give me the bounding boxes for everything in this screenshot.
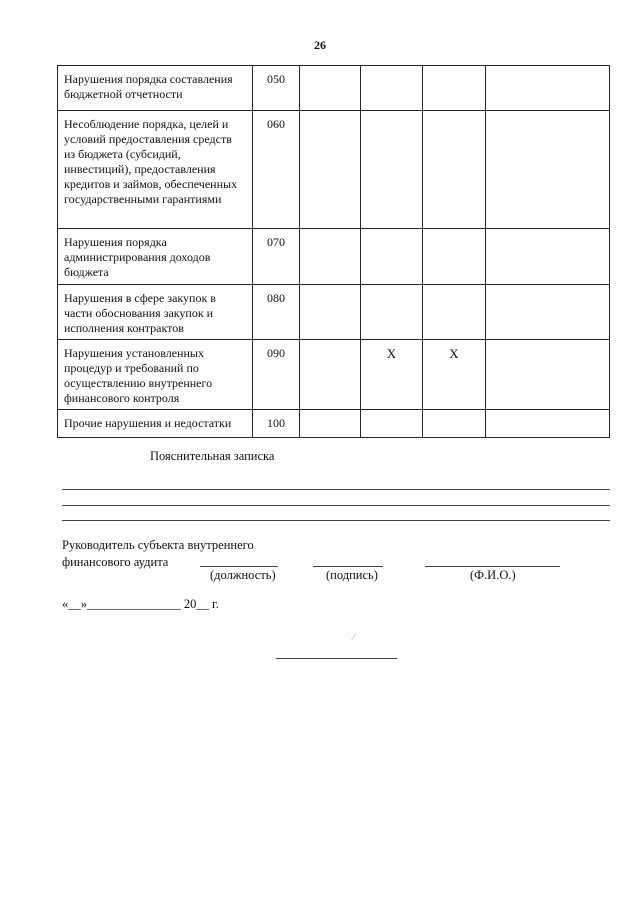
position-caption: (должность) (210, 568, 276, 582)
signature-caption: (подпись) (326, 568, 378, 582)
row-cell: X (361, 340, 423, 410)
signature-line (313, 566, 383, 567)
row-name: Прочие нарушения и недостатки (58, 410, 253, 438)
bottom-rule (276, 658, 397, 659)
row-cell (300, 111, 361, 229)
name-caption: (Ф.И.О.) (470, 568, 516, 582)
row-name: Нарушения порядка администрирования доходов бюджета (58, 229, 253, 285)
row-cell (361, 111, 423, 229)
explanatory-note-title: Пояснительная записка (150, 449, 275, 463)
note-line (62, 489, 610, 490)
row-code: 070 (253, 229, 300, 285)
table-row (58, 229, 610, 285)
note-line (62, 520, 610, 521)
row-cell: X (423, 340, 486, 410)
row-cell (486, 229, 610, 285)
violations-table (57, 65, 610, 438)
row-cell (361, 410, 423, 438)
row-cell (300, 66, 361, 111)
row-code: 060 (253, 111, 300, 229)
table-row (58, 111, 610, 229)
page-number: 26 (314, 38, 326, 52)
row-cell (361, 285, 423, 340)
row-cell (300, 340, 361, 410)
row-code: 080 (253, 285, 300, 340)
row-cell (423, 111, 486, 229)
row-code: 090 (253, 340, 300, 410)
stray-mark: ⁄ (353, 632, 355, 642)
date-line: «__»_______________ 20__ г. (62, 597, 219, 611)
row-cell (486, 285, 610, 340)
row-cell (423, 410, 486, 438)
row-code: 050 (253, 66, 300, 111)
row-cell (423, 66, 486, 111)
row-cell (486, 66, 610, 111)
name-line (425, 566, 560, 567)
position-line (200, 566, 278, 567)
row-cell (486, 340, 610, 410)
row-name: Нарушения в сфере закупок в части обоснования закупок и исполнения контрактов (58, 285, 253, 340)
table-row (58, 66, 610, 111)
table-row (58, 340, 610, 410)
row-name: Нарушения установленных процедур и требований по осуществлению внутреннего финансового контроля (58, 340, 253, 410)
row-code: 100 (253, 410, 300, 438)
head-role-text: Руководитель субъекта внутреннего финансового аудита (62, 538, 254, 569)
row-name: Несоблюдение порядка, целей и условий предоставления средств из бюджета (субсидий, инвестиций), предоставления кредитов и займов, обеспеченных государственными гарантиями (58, 111, 253, 229)
row-cell (423, 285, 486, 340)
note-line (62, 505, 610, 506)
row-cell (361, 66, 423, 111)
row-cell (300, 229, 361, 285)
table-row (58, 410, 610, 438)
row-cell (300, 285, 361, 340)
row-cell (300, 410, 361, 438)
row-cell (486, 410, 610, 438)
row-cell (361, 229, 423, 285)
row-name: Нарушения порядка составления бюджетной отчетности (58, 66, 253, 111)
row-cell (486, 111, 610, 229)
row-cell (423, 229, 486, 285)
table-row (58, 285, 610, 340)
